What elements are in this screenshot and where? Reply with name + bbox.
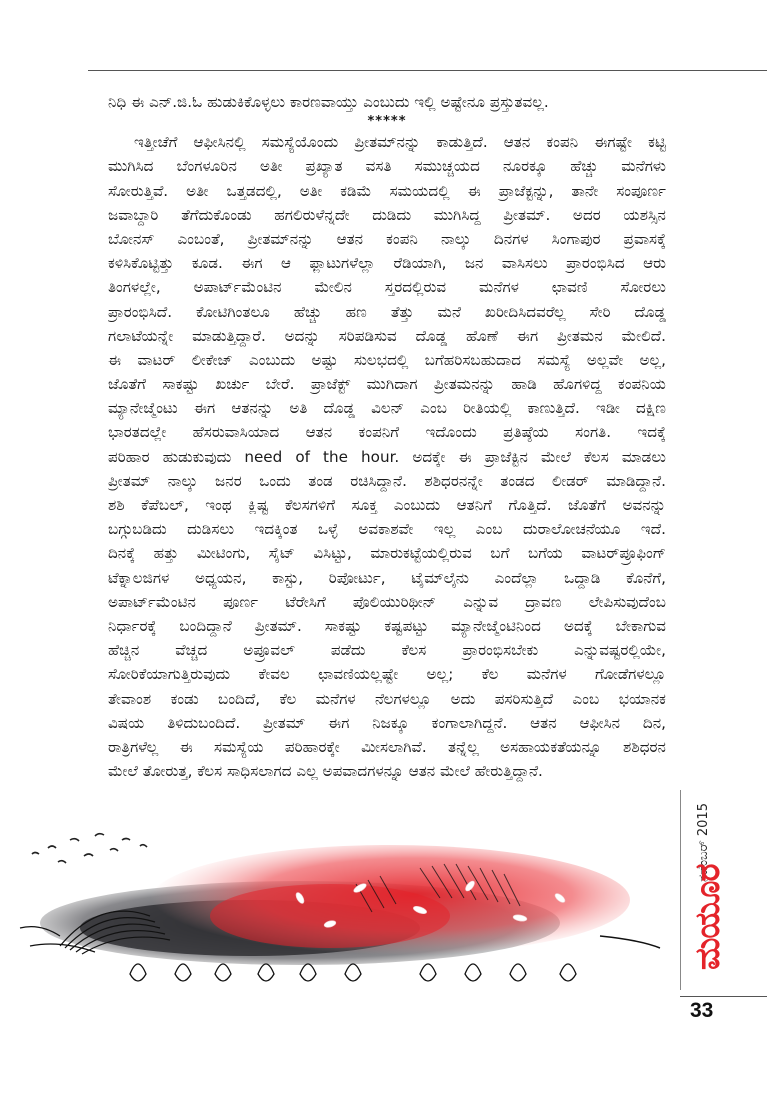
article-line: ಪ್ರಾರಂಭಿಸಿದೆ. ಕೋಟಿಗಿಂತಲೂ ಹೆಚ್ಚು ಹಣ ತೆತ್ತು ಮನೆ ಖರೀದಿಸಿದವರೆಲ್ಲ ಸೇರಿ ದೊಡ್ಡ	[108, 302, 666, 321]
margin-rule	[680, 790, 681, 990]
article-body	[108, 90, 666, 783]
article-line: ನಿರ್ಧಾರಕ್ಕೆ ಬಂದಿದ್ದಾನೆ ಪ್ರೀತಮ್. ಸಾಕಷ್ಟು ಕಷ್ಟಪಟ್ಟು ಮ್ಯಾನೇಜ್ಮೆಂಟಿನಿಂದ ಅದಕ್ಕೆ ಬೇಕಾಗುವ	[108, 616, 666, 635]
article-line: ಪ್ರೀತಮ್ ನಾಲ್ಕು ಜನರ ಒಂದು ತಂಡ ರಚಿಸಿದ್ದಾನೆ. ಶಶಿಧರನನ್ನೇ ತಂಡದ ಲೀಡರ್ ಮಾಡಿದ್ದಾನೆ.	[108, 471, 666, 490]
article-line: ದಿನಕ್ಕೆ ಹತ್ತು ಮೀಟಿಂಗು, ಸೈಟ್ ವಿಸಿಟ್ಟು, ಮಾರುಕಟ್ಟೆಯಲ್ಲಿರುವ ಬಗೆ ಬಗೆಯ ವಾಟರ್‌ಪ್ರೂಫಿಂಗ್	[108, 544, 666, 563]
article-line: ಮೇಲೆ ತೋರುತ್ತ, ಕೆಲಸ ಸಾಧಿಸಲಾಗದ ಎಲ್ಲ ಅಪವಾದಗಳನ್ನೂ ಆತನ ಮೇಲೆ ಹೇರುತ್ತಿದ್ದಾನೆ.	[108, 762, 543, 781]
article-line: ಈ ವಾಟರ್ ಲೀಕೇಜ್ ಎಂಬುದು ಅಷ್ಟು ಸುಲಭದಲ್ಲಿ ಬಗೆಹರಿಸಬಹುದಾದ ಸಮಸ್ಯೆ ಅಲ್ಲವೇ ಅಲ್ಲ,	[108, 350, 666, 369]
article-line: ಭಾರತದಲ್ಲೇ ಹೆಸರುವಾಸಿಯಾದ ಆತನ ಕಂಪನಿಗೆ ಇದೊಂದು ಪ್ರತಿಷ್ಠೆಯ ಸಂಗತಿ. ಇದಕ್ಕೆ	[108, 423, 666, 442]
article-line: ಜೊತೆಗೆ ಸಾಕಷ್ಟು ಖರ್ಚು ಬೇರೆ. ಪ್ರಾಜೆಕ್ಟ್ ಮುಗಿದಾಗ ಪ್ರೀತಮನನ್ನು ಹಾಡಿ ಹೊಗಳಿದ್ದ ಕಂಪನಿಯ	[108, 375, 666, 394]
article-line: ಶಶಿ ಕೆಪೆಬಲ್, ಇಂಥ ಕ್ಲಿಷ್ಟ ಕೆಲಸಗಳಿಗೆ ಸೂಕ್ತ ಎಂಬುದು ಆತನಿಗೆ ಗೊತ್ತಿದೆ. ಜೊತೆಗೆ ಅವನನ್ನು	[108, 496, 666, 514]
article-line: ಸೋರಿಕೆಯಾಗುತ್ತಿರುವುದು ಕೇವಲ ಛಾವಣಿಯಲ್ಲಷ್ಟೇ ಅಲ್ಲ; ಕೆಲ ಮನೆಗಳ ಗೋಡೆಗಳಲ್ಲೂ	[108, 665, 666, 684]
page-number: 33	[690, 999, 714, 1022]
magazine-title: ಮಯೂರ	[688, 864, 728, 970]
header-rule	[88, 70, 767, 71]
article-line: ಗಲಾಟೆಯನ್ನೇ ಮಾಡುತ್ತಿದ್ದಾರೆ. ಅದನ್ನು ಸರಿಪಡಿಸುವ ದೊಡ್ಡ ಹೊಣೆ ಈಗ ಪ್ರೀತಮನ ಮೇಲಿದೆ.	[108, 326, 666, 345]
footer-rule	[680, 996, 767, 997]
article-line: ಪರಿಹಾರ ಹುಡುಕುವುದು need of the hour. ಅದಕ್ಕೇ ಈ ಪ್ರಾಜೆಕ್ಟಿನ ಮೇಲೆ ಕೆಲಸ ಮಾಡಲು	[108, 447, 666, 466]
article-line: ರಾತ್ರಿಗಳೆಲ್ಲ ಈ ಸಮಸ್ಯೆಯ ಪರಿಹಾರಕ್ಕೇ ಮೀಸಲಾಗಿವೆ. ತನ್ನೆಲ್ಲ ಅಸಹಾಯಕತೆಯನ್ನೂ ಶಶಿಧರನ	[108, 737, 666, 756]
article-line: ಹೆಚ್ಚಿನ ವೆಚ್ಚದ ಅಪ್ರೂವಲ್ ಪಡೆದು ಕೆಲಸ ಪ್ರಾರಂಭಿಸಬೇಕು ಎನ್ನುವಷ್ಟರಲ್ಲಿಯೇ,	[108, 641, 666, 660]
article-line: ಬೋನಸ್ ಎಂಬಂತೆ, ಪ್ರೀತಮ್‌ನನ್ನು ಆತನ ಕಂಪನಿ ನಾಲ್ಕು ದಿನಗಳ ಸಿಂಗಾಪುರ ಪ್ರವಾಸಕ್ಕೆ	[108, 229, 666, 248]
article-line: ವಿಷಯ ತಿಳಿದುಬಂದಿದೆ. ಪ್ರೀತಮ್ ಈಗ ನಿಜಕ್ಕೂ ಕಂಗಾಲಾಗಿದ್ದನೆ. ಆತನ ಆಫೀಸಿನ ದಿನ,	[108, 713, 666, 732]
article-line: ಅಪಾರ್ಟ್‌ಮೆಂಟಿನ ಪೂರ್ಣ ಟೆರೇಸಿಗೆ ಪೊಲಿಯುರಿಥೀನ್ ಎನ್ನುವ ದ್ರಾವಣ ಲೇಪಿಸುವುದೆಂಬ	[108, 592, 666, 611]
section-break: *****	[367, 114, 407, 130]
splash-marks	[32, 834, 147, 863]
article-line: ಕಳಿಸಿಕೊಟ್ಟಿತ್ತು ಕೂಡ. ಈಗ ಆ ಫ್ಲಾಟುಗಳೆಲ್ಲಾ ರೆಡಿಯಾಗಿ, ಜನ ವಾಸಿಸಲು ಪ್ರಾರಂಭಿಸಿದ ಆರು	[108, 254, 666, 273]
leaf-row	[130, 964, 576, 981]
article-line: ಬಗ್ಗುಬಡಿದು ದುಡಿಸಲು ಇದಕ್ಕಿಂತ ಒಳ್ಳೆ ಅವಕಾಶವೇ ಇಲ್ಲ ಎಂಬ ದುರಾಲೋಚನೆಯೂ ಇದೆ.	[108, 520, 666, 539]
article-line: ಟೆಕ್ನಾಲಜಿಗಳ ಅಧ್ಯಯನ, ಕಾಸ್ಟು, ರಿಪೋರ್ಟು, ಟೈಮ್‌ಲೈನು ಎಂದೆಲ್ಲಾ ಒದ್ದಾಡಿ ಕೊನೆಗೆ,	[108, 568, 666, 587]
article-line: ಸೋರುತ್ತಿವೆ. ಅತೀ ಒತ್ತಡದಲ್ಲಿ, ಅತೀ ಕಡಿಮೆ ಸಮಯದಲ್ಲಿ ಈ ಪ್ರಾಜೆಕ್ಟನ್ನು, ತಾನೇ ಸಂಪೂರ್ಣ	[108, 181, 666, 200]
article-line: ಮುಗಿಸಿದ ಬೆಂಗಳೂರಿನ ಅತೀ ಪ್ರಖ್ಯಾತ ವಸತಿ ಸಮುಚ್ಚಯದ ನೂರಕ್ಕೂ ಹೆಚ್ಚು ಮನೆಗಳು	[108, 157, 666, 176]
article-line: ತೇವಾಂಶ ಕಂಡು ಬಂದಿದೆ, ಕೆಲ ಮನೆಗಳ ನೆಲಗಳಲ್ಲೂ ಅದು ಪಸರಿಸುತ್ತಿದೆ ಎಂಬ ಭಯಾನಕ	[108, 689, 666, 708]
article-line: ಮ್ಯಾನೇಜ್ಮೆಂಟು ಈಗ ಆತನನ್ನು ಅತಿ ದೊಡ್ಡ ವಿಲನ್ ಎಂಬ ರೀತಿಯಲ್ಲಿ ಕಾಣುತ್ತಿದೆ. ಇಡೀ ದಕ್ಷಿಣ	[108, 399, 666, 418]
issue-date: ನವೆಂಬರ್ 2015	[696, 803, 711, 882]
fish-illustration	[0, 828, 680, 998]
article-line: ನಿಧಿ ಈ ಎನ್.ಜಿ.ಓ ಹುಡುಕಿಕೊಳ್ಳಲು ಕಾರಣವಾಯ್ತು ಎಂಬುದು ಇಲ್ಲಿ ಅಷ್ಟೇನೂ ಪ್ರಸ್ತುತವಲ್ಲ.	[108, 93, 549, 111]
article-line: ತಿಂಗಳಲ್ಲೇ, ಅಪಾರ್ಟ್‌ಮೆಂಟಿನ ಮೇಲಿನ ಸ್ತರದಲ್ಲಿರುವ ಮನೆಗಳ ಛಾವಣಿ ಸೋರಲು	[108, 278, 666, 297]
article-line: ಇತ್ತೀಚೆಗೆ ಆಫೀಸಿನಲ್ಲಿ ಸಮಸ್ಯೆಯೊಂದು ಪ್ರೀತಮ್‌ನನ್ನು ಕಾಡುತ್ತಿದೆ. ಆತನ ಕಂಪನಿ ಈಗಷ್ಟೇ ಕಟ್ಟಿ	[134, 133, 666, 152]
article-line: ಜವಾಬ್ದಾರಿ ತೆಗೆದುಕೊಂಡು ಹಗಲಿರುಳೆನ್ನದೇ ದುಡಿದು ಮುಗಿಸಿದ್ದ ಪ್ರೀತಮ್. ಅದರ ಯಶಸ್ಸಿನ	[108, 205, 666, 224]
